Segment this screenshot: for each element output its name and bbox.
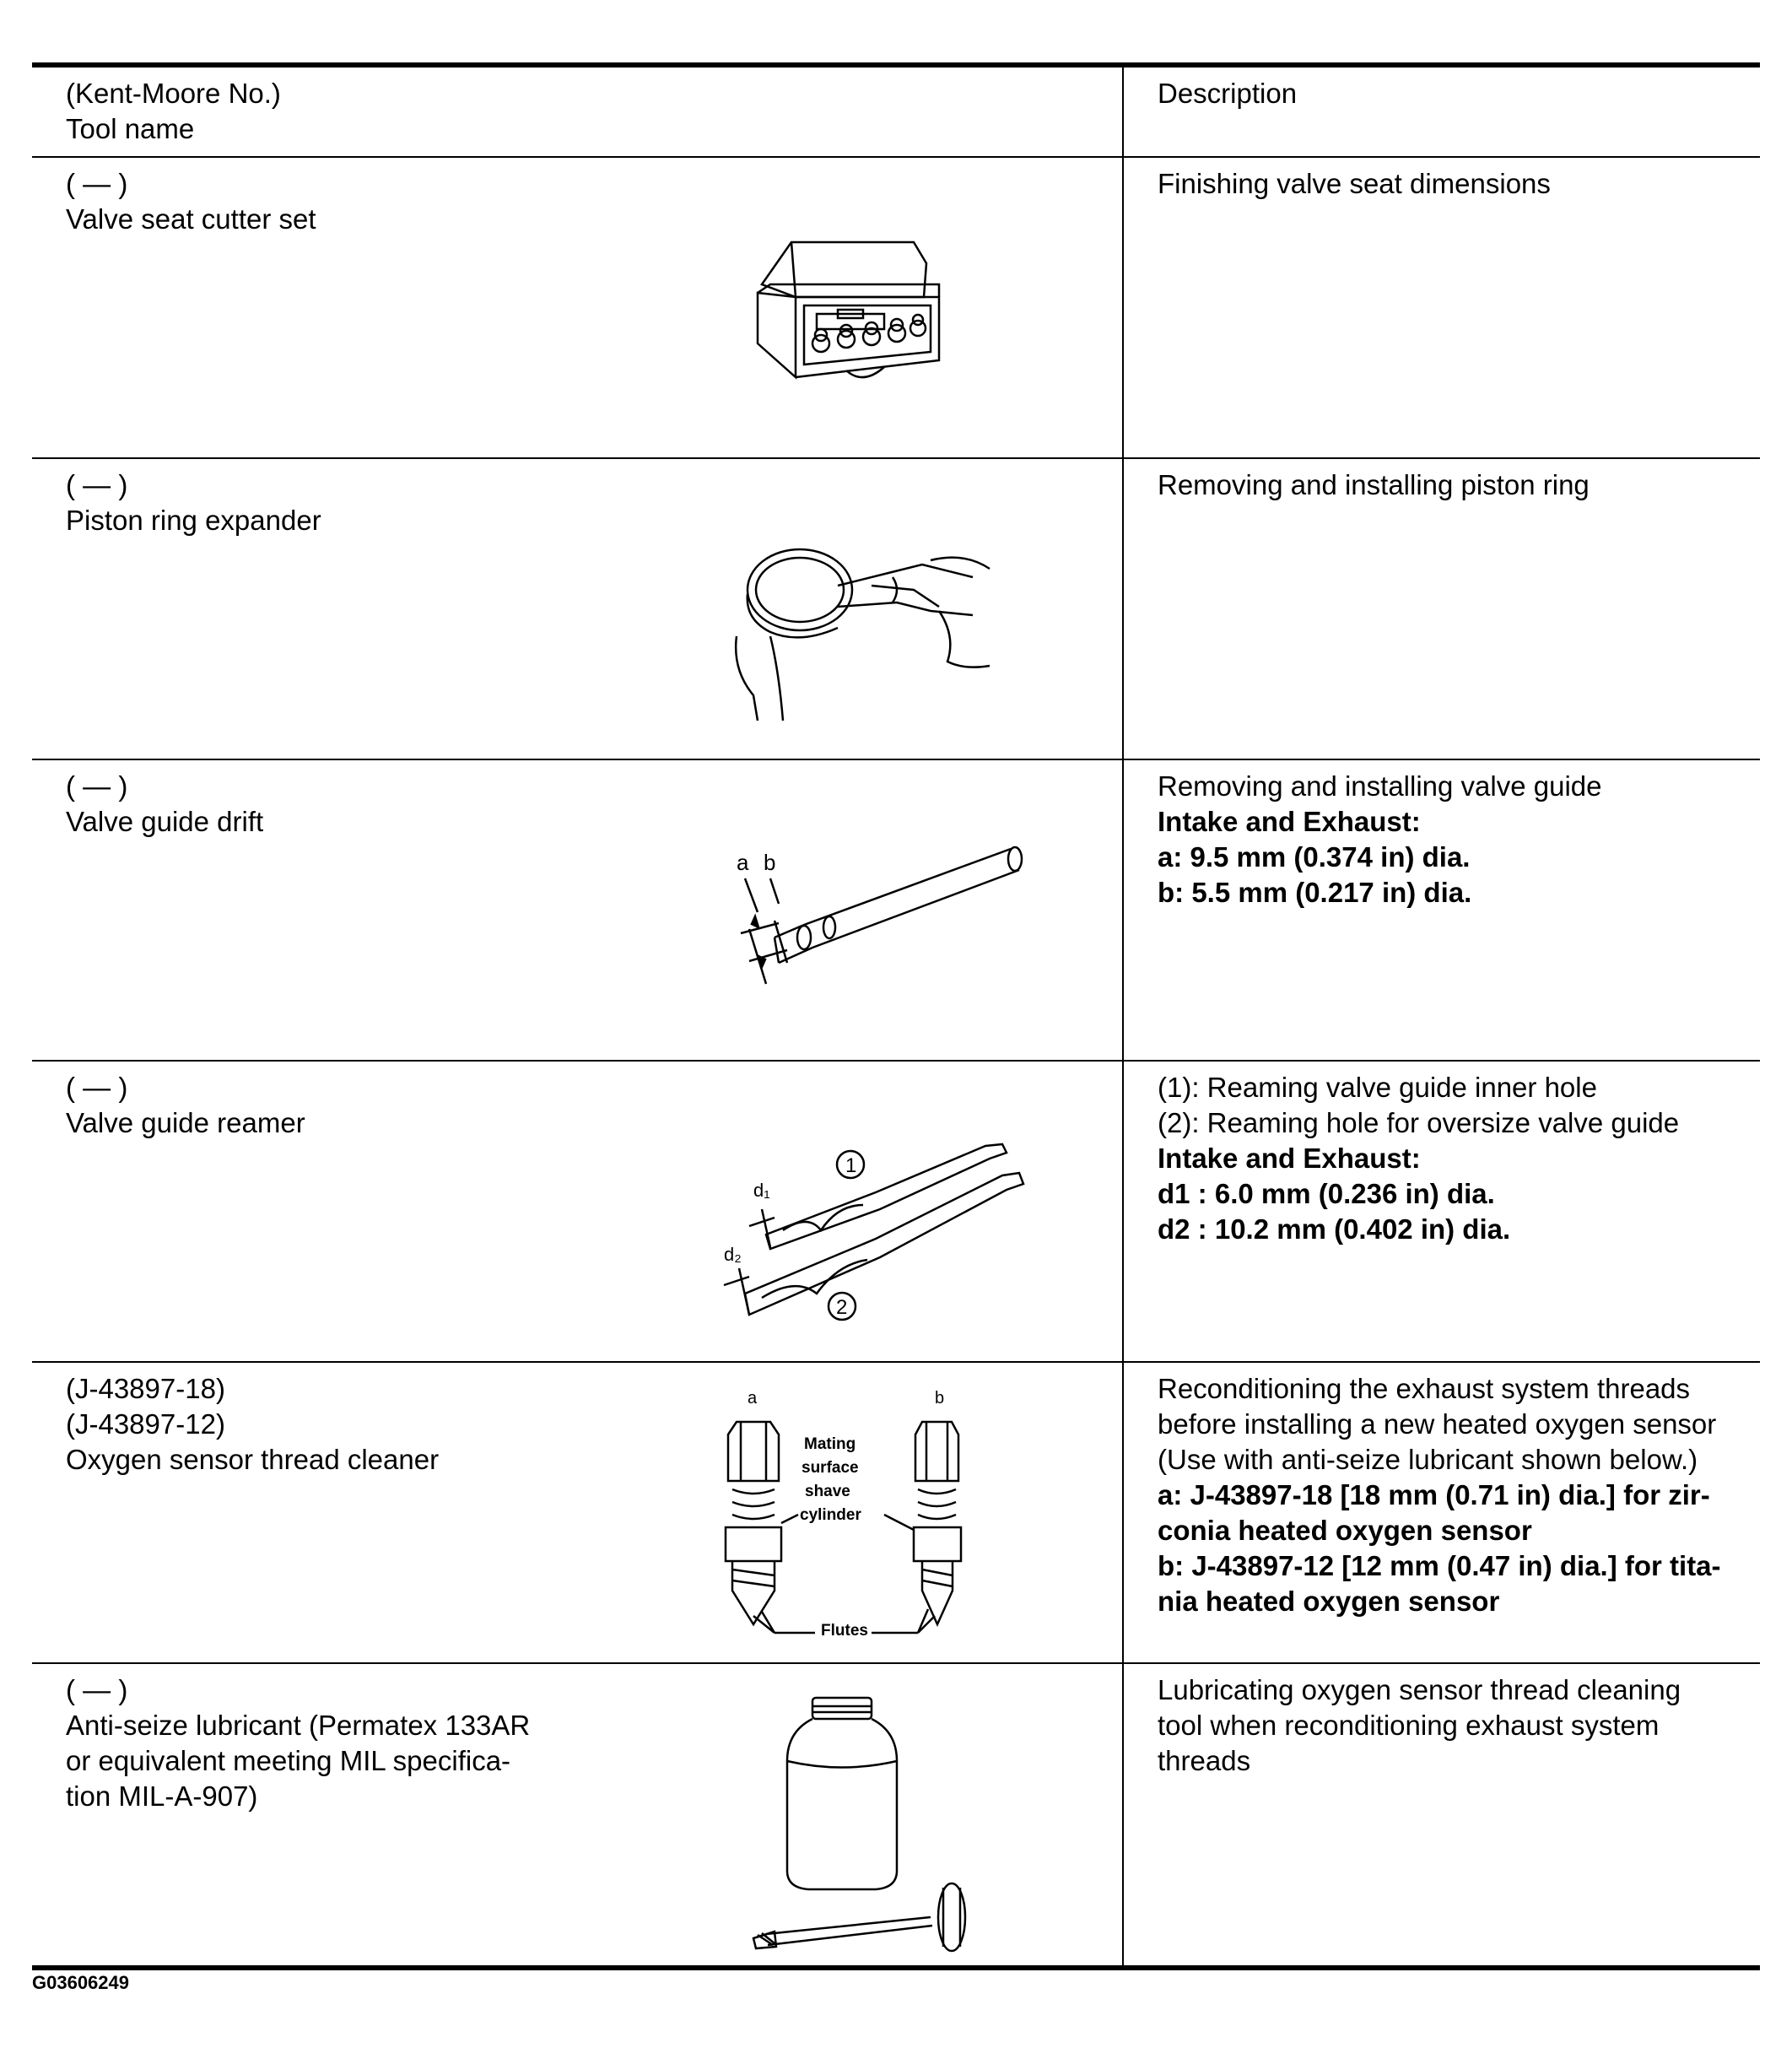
desc-line: (1): Reaming valve guide inner hole (1158, 1072, 1597, 1103)
desc-line: (2): Reaming hole for oversize valve guide (1158, 1107, 1680, 1138)
desc-line: a: 9.5 mm (0.374 in) dia. (1158, 841, 1471, 873)
desc-cell (1124, 1363, 1760, 1662)
mating-label-line1: Mating (804, 1435, 856, 1453)
label-d1: d₁ (753, 1180, 770, 1201)
valve-seat-cutter-set-drawing (745, 225, 964, 394)
mating-label-line2: surface (802, 1459, 859, 1477)
anti-seize-lubricant-drawing (749, 1694, 985, 1955)
tool-name: Anti-seize lubricant (Permatex 133AR (66, 1710, 531, 1741)
desc-line: Lubricating oxygen sensor thread cleaning (1158, 1674, 1681, 1705)
tool-cell (32, 1363, 1124, 1662)
kent-moore-number: ( — ) (66, 469, 128, 500)
desc-line: Intake and Exhaust: (1158, 806, 1421, 837)
valve-guide-reamer-drawing (682, 1112, 1036, 1332)
desc-line: threads (1158, 1745, 1251, 1776)
kent-moore-number: (J-43897-12) (66, 1408, 225, 1440)
figure-code: G03606249 (32, 1972, 129, 1993)
table-row (32, 1062, 1760, 1363)
desc-line: (Use with anti-seize lubricant shown below.) (1158, 1444, 1698, 1475)
desc-line: before installing a new heated oxygen sensor (1158, 1408, 1717, 1440)
kent-moore-number: ( — ) (66, 168, 128, 199)
tool-name: Valve seat cutter set (66, 203, 316, 235)
tool-name: Piston ring expander (66, 505, 321, 536)
header-tool-name-label: Tool name (66, 113, 195, 144)
kent-moore-number: ( — ) (66, 1072, 128, 1103)
header-description-label: Description (1158, 78, 1298, 109)
table-header-row (32, 68, 1760, 158)
circled-number-1: 1 (845, 1154, 857, 1177)
desc-line: b: J-43897-12 [12 mm (0.47 in) dia.] for tita- (1158, 1550, 1721, 1581)
label-a: a (748, 1389, 758, 1408)
desc-line: b: 5.5 mm (0.217 in) dia. (1158, 877, 1472, 908)
table-row (32, 1363, 1760, 1664)
desc-cell (1124, 760, 1760, 1060)
desc-cell (1124, 1062, 1760, 1361)
tool-name: Valve guide reamer (66, 1107, 305, 1138)
desc-cell (1124, 459, 1760, 759)
tool-cell (32, 1664, 1124, 1965)
header-tool-cell (32, 68, 1124, 156)
header-kent-moore-label: (Kent-Moore No.) (66, 78, 281, 109)
label-d2: d₂ (724, 1244, 742, 1265)
desc-cell (1124, 1664, 1760, 1965)
desc-cell (1124, 158, 1760, 457)
tool-cell (32, 1062, 1124, 1361)
tool-name: or equivalent meeting MIL specifica- (66, 1745, 511, 1776)
flutes-label: Flutes (821, 1622, 868, 1640)
desc-line: Intake and Exhaust: (1158, 1143, 1421, 1174)
table-bottom-rule (32, 1965, 1760, 1970)
table-row (32, 760, 1760, 1062)
label-b: b (764, 850, 776, 875)
tool-name: Valve guide drift (66, 806, 264, 837)
desc-line: Removing and installing piston ring (1158, 469, 1590, 500)
tool-cell (32, 459, 1124, 759)
kent-moore-number: ( — ) (66, 770, 128, 802)
mating-label-line3: shave (805, 1483, 850, 1500)
tool-cell (32, 158, 1124, 457)
desc-line: Finishing valve seat dimensions (1158, 168, 1551, 199)
circled-number-2: 2 (836, 1296, 848, 1319)
desc-line: d2 : 10.2 mm (0.402 in) dia. (1158, 1213, 1511, 1245)
label-a: a (737, 850, 749, 875)
kent-moore-number: ( — ) (66, 1674, 128, 1705)
table-row (32, 459, 1760, 760)
desc-line: tool when reconditioning exhaust system (1158, 1710, 1660, 1741)
desc-line: Reconditioning the exhaust system threads (1158, 1373, 1691, 1404)
desc-line: Removing and installing valve guide (1158, 770, 1602, 802)
header-desc-cell (1124, 68, 1760, 156)
tool-name: Oxygen sensor thread cleaner (66, 1444, 440, 1475)
valve-guide-drift-drawing (703, 836, 1023, 1005)
label-b: b (935, 1389, 945, 1408)
desc-line: a: J-43897-18 [18 mm (0.71 in) dia.] for zir- (1158, 1479, 1710, 1510)
oxygen-sensor-thread-cleaner-drawing (707, 1380, 994, 1650)
piston-ring-expander-drawing (720, 527, 998, 729)
mating-label-line4: cylinder (800, 1506, 861, 1524)
tool-cell (32, 760, 1124, 1060)
special-tools-table (32, 62, 1760, 1970)
table-row (32, 1664, 1760, 1965)
kent-moore-number: (J-43897-18) (66, 1373, 225, 1404)
desc-line: d1 : 6.0 mm (0.236 in) dia. (1158, 1178, 1495, 1209)
table-row (32, 158, 1760, 459)
tool-name: tion MIL-A-907) (66, 1780, 258, 1812)
desc-line: nia heated oxygen sensor (1158, 1586, 1500, 1617)
desc-line: conia heated oxygen sensor (1158, 1515, 1532, 1546)
